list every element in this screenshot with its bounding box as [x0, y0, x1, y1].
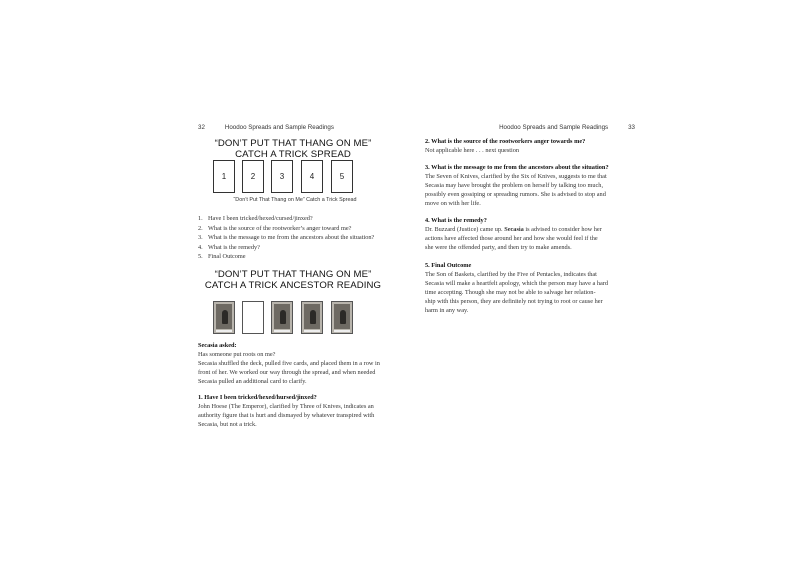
ancestor-title-line1: “DON’T PUT THAT THANG ON ME”	[214, 269, 372, 280]
body-line: she were the offended party, and then try to make amends.	[425, 244, 572, 252]
spread-title	[198, 139, 388, 160]
list-item: 2. What is the source of the rootworker’s anger toward me?	[198, 224, 352, 232]
body-line: actions have affected those around her and how she would feel if the	[425, 235, 598, 243]
body-line: Secasia, but not a trick.	[198, 421, 257, 429]
section-heading: Secasia asked:	[198, 342, 237, 349]
page-number: 32	[198, 124, 205, 131]
figure-caption: “Don’t Put That Thang on Me” Catch a Trick Spread	[233, 197, 357, 203]
body-line: The Son of Baskets, clarified by the Five of Pentacles, indicates that	[425, 271, 597, 279]
body-line: ship with this person, they are definitely not trying to root or cause her	[425, 298, 603, 306]
blank-card	[242, 301, 264, 334]
spread-card-1: 1	[213, 160, 235, 193]
ancestor-title-line2: CATCH A TRICK ANCESTOR READING	[204, 279, 382, 291]
tarot-card-image	[331, 301, 353, 334]
section-heading: 1. Have I been tricked/hexed/hursed/jinxed?	[198, 394, 317, 401]
body-line: front of her. We worked our way through the spread, and when needed	[198, 369, 376, 377]
list-item: 4. What is the remedy?	[198, 243, 260, 251]
section-heading: 5. Final Outcome	[425, 262, 472, 269]
spread-title-line1: “DON’T PUT THAT THANG ON ME”	[214, 138, 372, 149]
body-line: authority figure that is hurt and dismayed by whatever transpired with	[198, 412, 375, 420]
spread-title-line2: CATCH A TRICK SPREAD	[235, 148, 351, 160]
body-line: John Hoese (The Emperor), clarified by Three of Knives, indicates an	[198, 403, 374, 411]
answer-1-section	[198, 393, 374, 429]
spread-card-3: 3	[271, 160, 293, 193]
body-line: move on with her life.	[425, 200, 481, 208]
tarot-card-image	[301, 301, 323, 334]
body-line: Secasia will make a heartfelt apology, which the person may have a hard	[425, 280, 609, 288]
page-number: 33	[628, 124, 635, 131]
running-head-title: Hoodoo Spreads and Sample Readings	[499, 124, 609, 131]
answer-5-section	[425, 261, 608, 316]
tarot-card-image	[271, 301, 293, 334]
question-list	[198, 214, 374, 262]
body-line: harm in any way.	[425, 307, 469, 315]
spread-card-5: 5	[331, 160, 353, 193]
left-running-head	[198, 124, 334, 131]
body-line: Dr. Buzzard (Justice) came up. Secasia is advised to consider how her	[425, 226, 602, 234]
asked-section	[198, 341, 380, 386]
answer-3-section	[425, 163, 609, 208]
right-running-head	[499, 124, 635, 131]
section-heading: 4. What is the remedy?	[425, 217, 487, 224]
body-line: possibly even gossiping or spreading rumors. She is advised to stop and	[425, 191, 606, 199]
section-heading: 2. What is the source of the rootworkers anger towards me?	[425, 138, 586, 145]
body-line: Secasia pulled an additional card to clarify.	[198, 378, 307, 386]
body-line: Secasia shuffled the deck, pulled five cards, and placed them in a row in	[198, 360, 380, 368]
spread-card-4: 4	[301, 160, 323, 193]
section-heading: 3. What is the message to me from the ancestors about the situation?	[425, 164, 609, 171]
running-head-title: Hoodoo Spreads and Sample Readings	[224, 124, 334, 131]
body-line: Secasia may have brought the problem on herself by talking too much,	[425, 182, 604, 190]
answer-4-section	[425, 216, 602, 252]
tarot-card-image	[213, 301, 235, 334]
list-item: 1. Have I been tricked/hexed/cursed/jinxed?	[198, 215, 313, 222]
body-line: time accepting. Though she may not be able to salvage her relation-	[425, 289, 596, 297]
body-line: Not applicable here . . . next question	[425, 147, 520, 155]
list-item: 5. Final Outcome	[198, 253, 246, 261]
ancestor-reading-title	[198, 270, 388, 291]
body-line: Has someone put roots on me?	[198, 351, 276, 359]
body-line: The Seven of Knives, clarified by the Six of Knives, suggests to me that	[425, 173, 607, 181]
list-item: 3. What is the message to me from the ancestors about the situation?	[198, 234, 375, 242]
answer-2-section	[425, 137, 585, 155]
spread-card-2: 2	[242, 160, 264, 193]
